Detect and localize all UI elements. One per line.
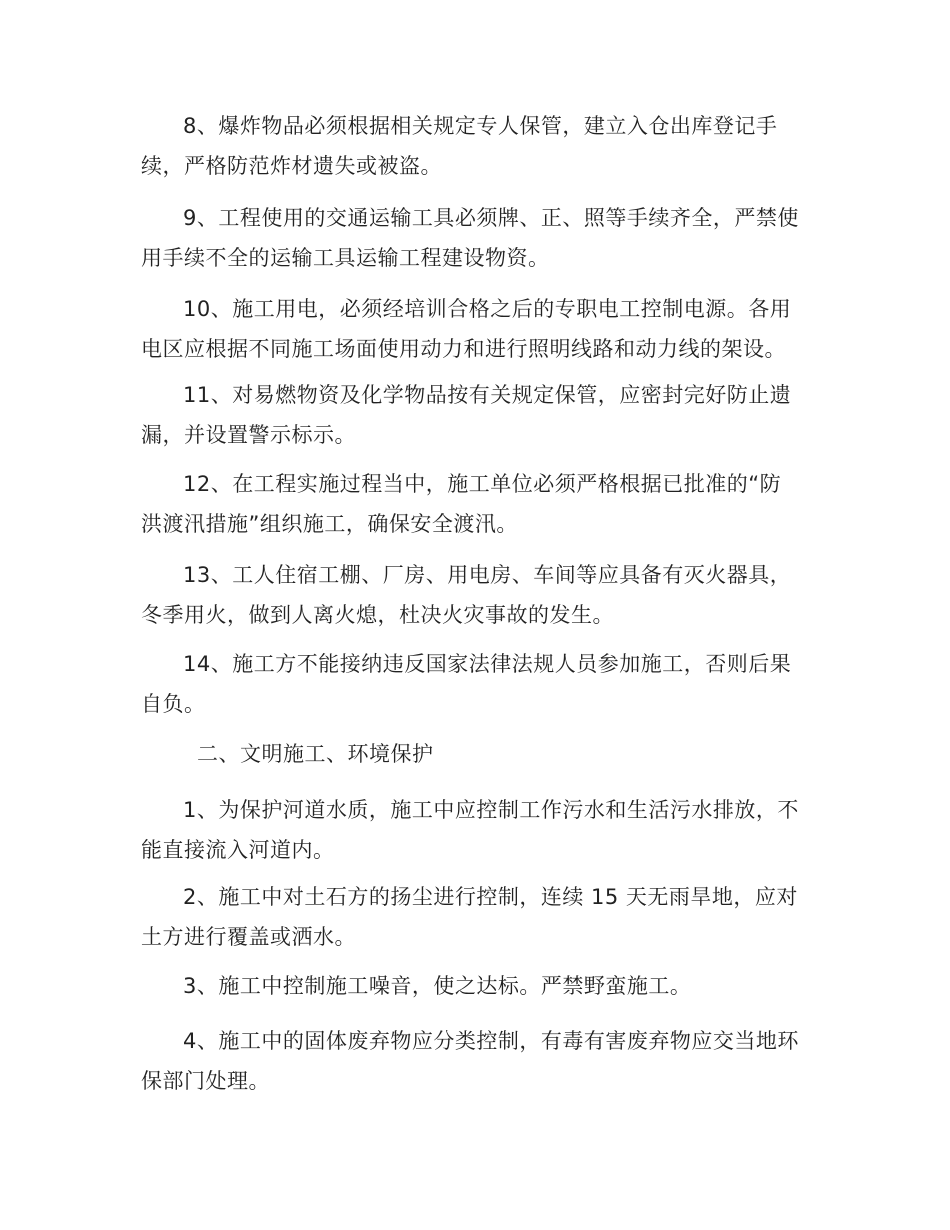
section-item-4 (141, 1021, 807, 1101)
list-item-line: 2、施工中对土石方的扬尘进行控制，连续 15 天无雨旱地，应对 (183, 885, 798, 909)
list-item-line: 电区应根据不同施工场面使用动力和进行照明线路和动力线的架设。 (141, 337, 786, 361)
list-item-line: 自负。 (141, 692, 206, 716)
list-item-line: 土方进行覆盖或洒水。 (141, 925, 356, 949)
list-item-line: 8、爆炸物品必须根据相关规定专人保管，建立入仓出库登记手 (183, 114, 778, 138)
list-item-line: 冬季用火，做到人离火熄，杜决火灾事故的发生。 (141, 603, 614, 627)
list-item-line: 9、工程使用的交通运输工具必须牌、正、照等手续齐全，严禁使 (183, 206, 799, 230)
list-item-line: 洪渡汛措施”组织施工，确保安全渡汛。 (141, 512, 518, 536)
list-item-line: 10、施工用电，必须经培训合格之后的专职电工控制电源。各用 (183, 297, 792, 321)
list-item-10 (141, 289, 807, 369)
list-item-line: 续，严格防范炸材遗失或被盗。 (141, 154, 442, 178)
list-item-line: 漏，并设置警示标示。 (141, 423, 356, 447)
list-item-line: 用手续不全的运输工具运输工程建设物资。 (141, 246, 550, 270)
section-item-2 (141, 877, 807, 957)
list-item-13 (141, 555, 807, 635)
list-item-line: 11、对易燃物资及化学物品按有关规定保管，应密封完好防止遗 (183, 383, 792, 407)
section-item-1 (141, 790, 807, 870)
list-item-9 (141, 198, 807, 278)
list-item-14 (141, 644, 807, 724)
list-item-line: 12、在工程实施过程当中，施工单位必须严格根据已批准的“防 (183, 472, 782, 496)
list-item-line: 能直接流入河道内。 (141, 838, 335, 862)
list-item-12 (141, 464, 807, 544)
list-item-line: 3、施工中控制施工噪音，使之达标。严禁野蛮施工。 (183, 974, 692, 998)
list-item-11 (141, 375, 807, 455)
list-item-line: 13、工人住宿工棚、厂房、用电房、车间等应具备有灭火器具， (183, 563, 792, 587)
section-heading: 二、文明施工、环境保护 (197, 742, 434, 766)
list-item-line: 14、施工方不能接纳违反国家法律法规人员参加施工，否则后果 (183, 652, 792, 676)
section-item-3 (141, 966, 807, 1006)
list-item-line: 保部门处理。 (141, 1069, 270, 1093)
list-item-8 (141, 106, 807, 186)
list-item-line: 4、施工中的固体废弃物应分类控制，有毒有害废弃物应交当地环 (183, 1029, 799, 1053)
list-item-line: 1、为保护河道水质，施工中应控制工作污水和生活污水排放，不 (183, 798, 799, 822)
